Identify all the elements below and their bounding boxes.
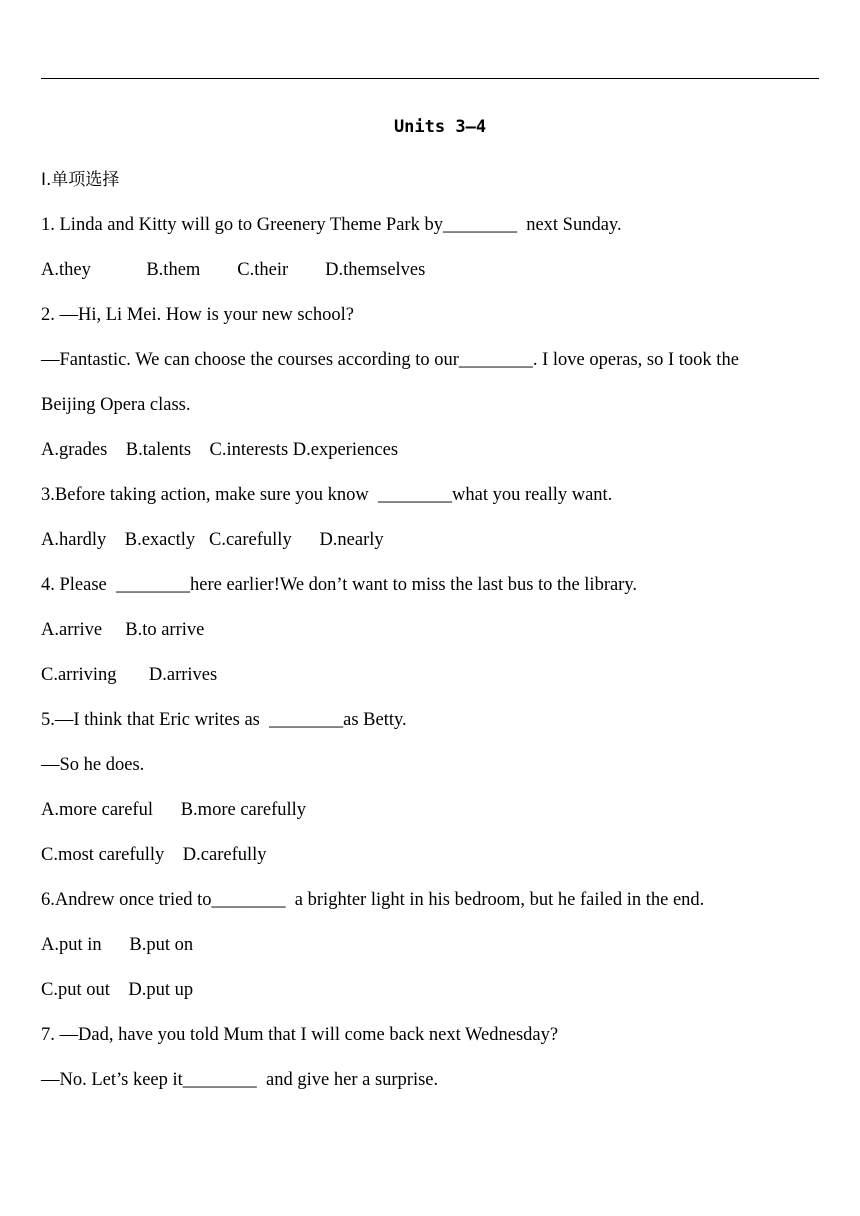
question-2-options: A.grades B.talents C.interests D.experiences — [41, 440, 399, 460]
page-title: Units 3—4 — [393, 117, 487, 137]
question-4-options-a-b: A.arrive B.to arrive — [41, 620, 205, 640]
question-6: 6.Andrew once tried to________ a brighter light in his bedroom, but he failed in the end. — [41, 890, 705, 910]
header-rule — [41, 78, 819, 79]
question-4: 4. Please ________here earlier!We don’t want to miss the last bus to the library. — [41, 575, 638, 595]
question-2-reply-continued: Beijing Opera class. — [41, 395, 191, 415]
question-1-options: A.they B.them C.their D.themselves — [41, 260, 426, 280]
question-6-options-c-d: C.put out D.put up — [41, 980, 194, 1000]
question-5-options-a-b: A.more careful B.more carefully — [41, 800, 307, 820]
question-5-options-c-d: C.most carefully D.carefully — [41, 845, 267, 865]
question-7: 7. —Dad, have you told Mum that I will come back next Wednesday? — [41, 1025, 559, 1045]
question-7-reply: —No. Let’s keep it________ and give her a surprise. — [41, 1070, 439, 1090]
question-6-options-a-b: A.put in B.put on — [41, 935, 194, 955]
question-3-options: A.hardly B.exactly C.carefully D.nearly — [41, 530, 384, 550]
section-heading: Ⅰ.单项选择 — [41, 170, 120, 190]
question-4-options-c-d: C.arriving D.arrives — [41, 665, 218, 685]
question-2-reply: —Fantastic. We can choose the courses according to our________. I love operas, so I took the — [41, 350, 739, 370]
question-2: 2. —Hi, Li Mei. How is your new school? — [41, 305, 354, 325]
question-1: 1. Linda and Kitty will go to Greenery Theme Park by________ next Sunday. — [41, 215, 622, 235]
question-list — [41, 158, 823, 1103]
question-5: 5.—I think that Eric writes as ________as Betty. — [41, 710, 407, 730]
question-5-reply: —So he does. — [41, 755, 145, 775]
question-3: 3.Before taking action, make sure you know ________what you really want. — [41, 485, 613, 505]
